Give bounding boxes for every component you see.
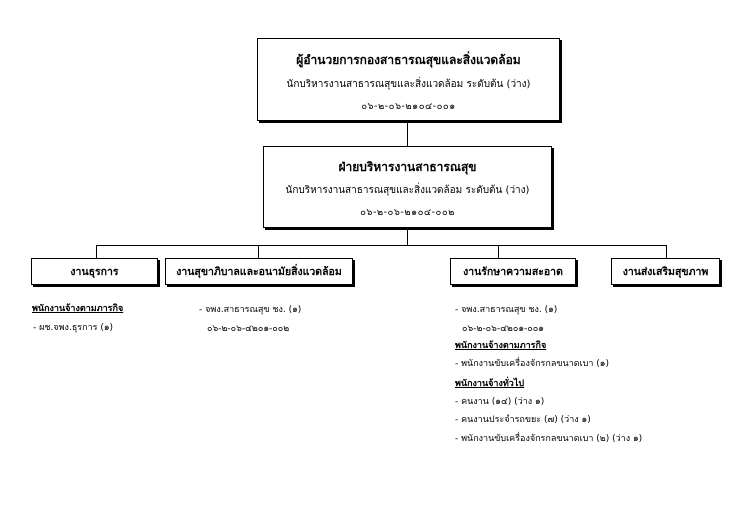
division-code: ๐๖-๒-๐๖-๒๑๐๔-๐๐๒ [360, 207, 455, 218]
cleaning-staff-code: ๐๖-๒-๐๖-๔๒๐๑-๐๐๑ [462, 324, 544, 334]
director-box [257, 38, 560, 121]
cleaning-general-heading: พนักงานจ้างทั่วไป [455, 379, 525, 389]
cleaning-staff-item: - จพง.สาธารณสุข ชง. (๑) [455, 305, 558, 315]
director-code: ๐๖-๒-๐๖-๒๑๐๔-๐๐๑ [361, 101, 456, 112]
cleaning-general-item-3: - พนักงานขับเครื่องจักรกลขนาดเบา (๒) (ว่าง ๑) [455, 434, 643, 444]
cleaning-mission-heading: พนักงานจ้างตามภารกิจ [455, 341, 547, 351]
cleaning-mission-item: - พนักงานขับเครื่องจักรกลขนาดเบา (๑) [455, 359, 610, 369]
connector-top-middle [407, 121, 408, 146]
dept-sanitation-box: งานสุขาภิบาลและอนามัยสิ่งแวดล้อม [165, 258, 353, 285]
division-subtitle: นักบริหารงานสาธารณสุขและสิ่งแวดล้อม ระดับต้น (ว่าง) [285, 185, 530, 196]
director-title: ผู้อำนวยการกองสาธารณสุขและสิ่งแวดล้อม [296, 53, 521, 67]
connector-drop-2 [258, 245, 259, 258]
connector-drop-1 [96, 245, 97, 258]
sanitation-staff-item: - จพง.สาธารณสุข ชง. (๑) [199, 305, 302, 315]
connector-middle-bar [407, 228, 408, 245]
admin-staff-heading: พนักงานจ้างตามภารกิจ [32, 304, 124, 314]
connector-drop-3 [498, 245, 499, 258]
director-subtitle: นักบริหารงานสาธารณสุขและสิ่งแวดล้อม ระดับต้น (ว่าง) [286, 79, 531, 90]
dept-admin-box: งานธุรการ [31, 258, 158, 285]
cleaning-general-item-1: - คนงาน (๑๔) (ว่าง ๑) [455, 397, 545, 407]
division-box [263, 146, 552, 228]
cleaning-general-item-2: - คนงานประจำรถขยะ (๗) (ว่าง ๑) [455, 415, 591, 425]
sanitation-staff-code: ๐๖-๒-๐๖-๔๒๐๑-๐๐๒ [207, 324, 290, 334]
connector-horizontal-bar [96, 245, 667, 246]
admin-staff-item: - ผช.จพง.ธุรการ (๑) [33, 323, 114, 333]
division-title: ฝ่ายบริหารงานสาธารณสุข [338, 160, 477, 174]
connector-drop-4 [666, 245, 667, 258]
dept-health-promotion-box: งานส่งเสริมสุขภาพ [611, 258, 720, 285]
dept-cleaning-box: งานรักษาความสะอาด [450, 258, 576, 285]
